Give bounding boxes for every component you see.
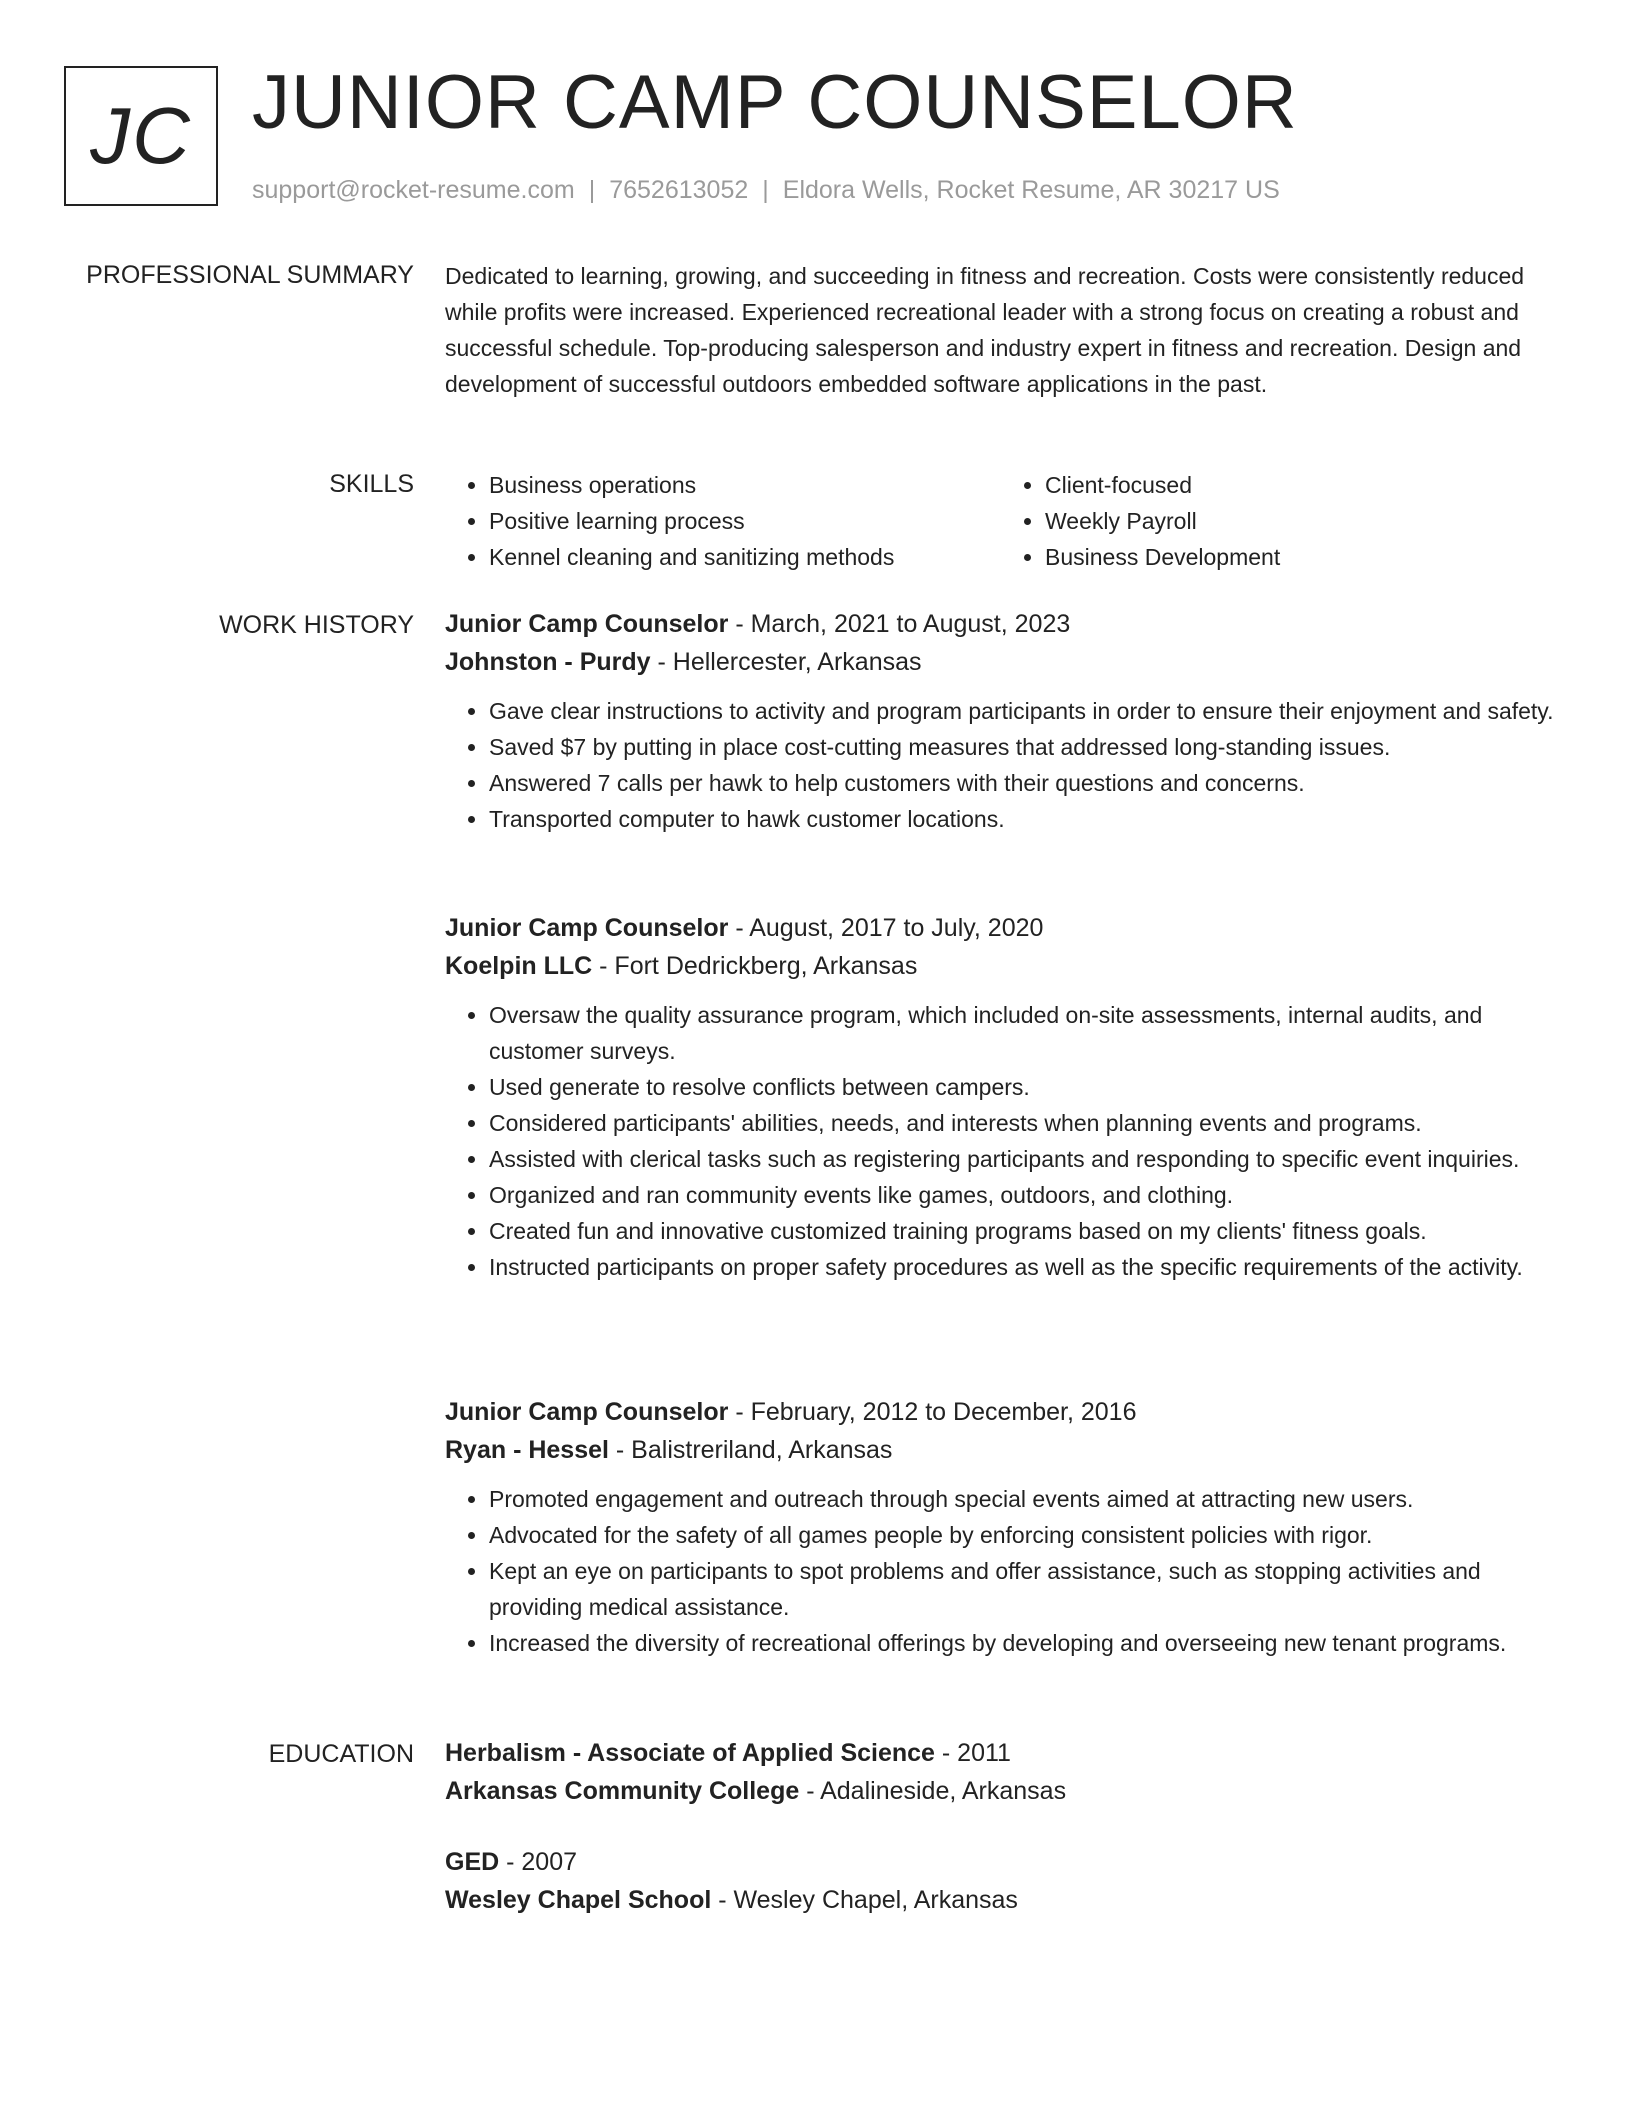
job-company-line [445,947,1557,985]
job-bullet: • Kept an eye on participants to spot problems and offer assistance, such as stopping activities and providing medical assistance. [489,1553,1557,1625]
job-location: - Hellercester, Arkansas [650,648,922,676]
education-year: - 2011 [934,1739,1011,1767]
job-bullet: • Saved $7 by putting in place cost-cutting measures that addressed long-standing issues. [489,729,1557,765]
job-bullet: • Oversaw the quality assurance program, which included on-site assessments, internal audits, and customer surveys. [489,997,1557,1069]
job-company-line [445,1431,1557,1469]
section-label-work-history: WORK HISTORY [219,611,414,639]
skill-item: • Client-focused [1045,467,1557,503]
job-title-line [445,605,1557,643]
contact-address: Eldora Wells, Rocket Resume, AR 30217 US [782,176,1280,204]
skill-item: • Kennel cleaning and sanitizing methods [489,539,1001,575]
job-block [445,1393,1557,1661]
education-entry [445,1843,1557,1919]
job-title: Junior Camp Counselor [445,610,729,638]
contact-phone: 7652613052 [609,176,749,204]
skill-item: • Positive learning process [489,503,1001,539]
education-location: - Wesley Chapel, Arkansas [711,1886,1018,1914]
job-bullet: • Promoted engagement and outreach through special events aimed at attracting new users. [489,1481,1557,1517]
contact-separator: | [588,176,596,204]
initials-text: JC [90,91,192,180]
job-company: Johnston - Purdy [445,648,651,676]
contact-email: support@rocket-resume.com [252,176,575,204]
section-label-education: EDUCATION [268,1740,414,1768]
job-company: Koelpin LLC [445,952,593,980]
job-dates: - August, 2017 to July, 2020 [728,914,1044,942]
summary-text: Dedicated to learning, growing, and succeeding in fitness and recreation. Costs were consistently reduced while profits were increased. Experienced recreational leader with a strong focus on creating a robust and successful schedule. Top-producing salesperson and industry expert in fitness and recreation. Design and development of successful outdoors embedded software applications in the past. [445,263,1525,397]
job-bullet: • Gave clear instructions to activity and program participants in order to ensure their enjoyment and safety. [489,693,1557,729]
skills-section [445,467,1557,575]
education-year: - 2007 [499,1848,578,1876]
job-dates: - March, 2021 to August, 2023 [728,610,1071,638]
job-entry [445,605,1557,837]
skill-item: • Business Development [1045,539,1557,575]
job-bullets [445,693,1557,837]
job-bullet: • Transported computer to hawk customer locations. [489,801,1557,837]
job-company-line [445,643,1557,681]
section-label-summary: PROFESSIONAL SUMMARY [86,261,414,289]
job-bullets [445,997,1557,1285]
education-degree: GED [445,1848,500,1876]
job-title-line [445,909,1557,947]
skills-columns [445,467,1557,575]
education-school-line [445,1881,1557,1919]
job-title-line [445,1393,1557,1431]
job-title: Junior Camp Counselor [445,914,729,942]
job-bullet: • Used generate to resolve conflicts between campers. [489,1069,1557,1105]
section-label-skills: SKILLS [329,470,414,498]
initials-monogram [64,66,218,206]
skill-item: • Weekly Payroll [1045,503,1557,539]
education-school-line [445,1772,1557,1810]
contact-separator: | [762,176,769,204]
job-block [445,909,1557,1285]
resume-title: JUNIOR CAMP COUNSELOR [252,60,1298,145]
education-degree-line [445,1734,1557,1772]
job-company: Ryan - Hessel [445,1436,609,1464]
skill-item: • Business operations [489,467,1001,503]
contact-line [252,174,1280,206]
job-entry [445,909,1557,1285]
job-block [445,605,1557,837]
job-dates: - February, 2012 to December, 2016 [728,1398,1137,1426]
job-bullet: • Advocated for the safety of all games people by enforcing consistent policies with rigor. [489,1517,1557,1553]
job-bullet: • Assisted with clerical tasks such as registering participants and responding to specific event inquiries. [489,1141,1557,1177]
education-degree-line [445,1843,1557,1881]
summary-section [445,258,1557,402]
job-bullet: • Instructed participants on proper safety procedures as well as the specific requirements of the activity. [489,1249,1557,1285]
job-title: Junior Camp Counselor [445,1398,729,1426]
job-bullet: • Created fun and innovative customized training programs based on my clients' fitness goals. [489,1213,1557,1249]
job-bullet: • Increased the diversity of recreational offerings by developing and overseeing new tenant programs. [489,1625,1557,1661]
skills-list-left [445,467,1001,575]
job-bullet: • Considered participants' abilities, needs, and interests when planning events and programs. [489,1105,1557,1141]
job-bullet: • Answered 7 calls per hawk to help customers with their questions and concerns. [489,765,1557,801]
education-degree: Herbalism - Associate of Applied Science [445,1739,935,1767]
job-entry [445,1393,1557,1661]
education-entry [445,1734,1557,1810]
education-school: Arkansas Community College [445,1777,800,1805]
job-bullets [445,1481,1557,1661]
job-bullet: • Organized and ran community events like games, outdoors, and clothing. [489,1177,1557,1213]
education-location: - Adalineside, Arkansas [799,1777,1067,1805]
education-school: Wesley Chapel School [445,1886,712,1914]
skills-list-right [1001,467,1557,575]
job-location: - Balistreriland, Arkansas [608,1436,893,1464]
job-location: - Fort Dedrickberg, Arkansas [592,952,918,980]
